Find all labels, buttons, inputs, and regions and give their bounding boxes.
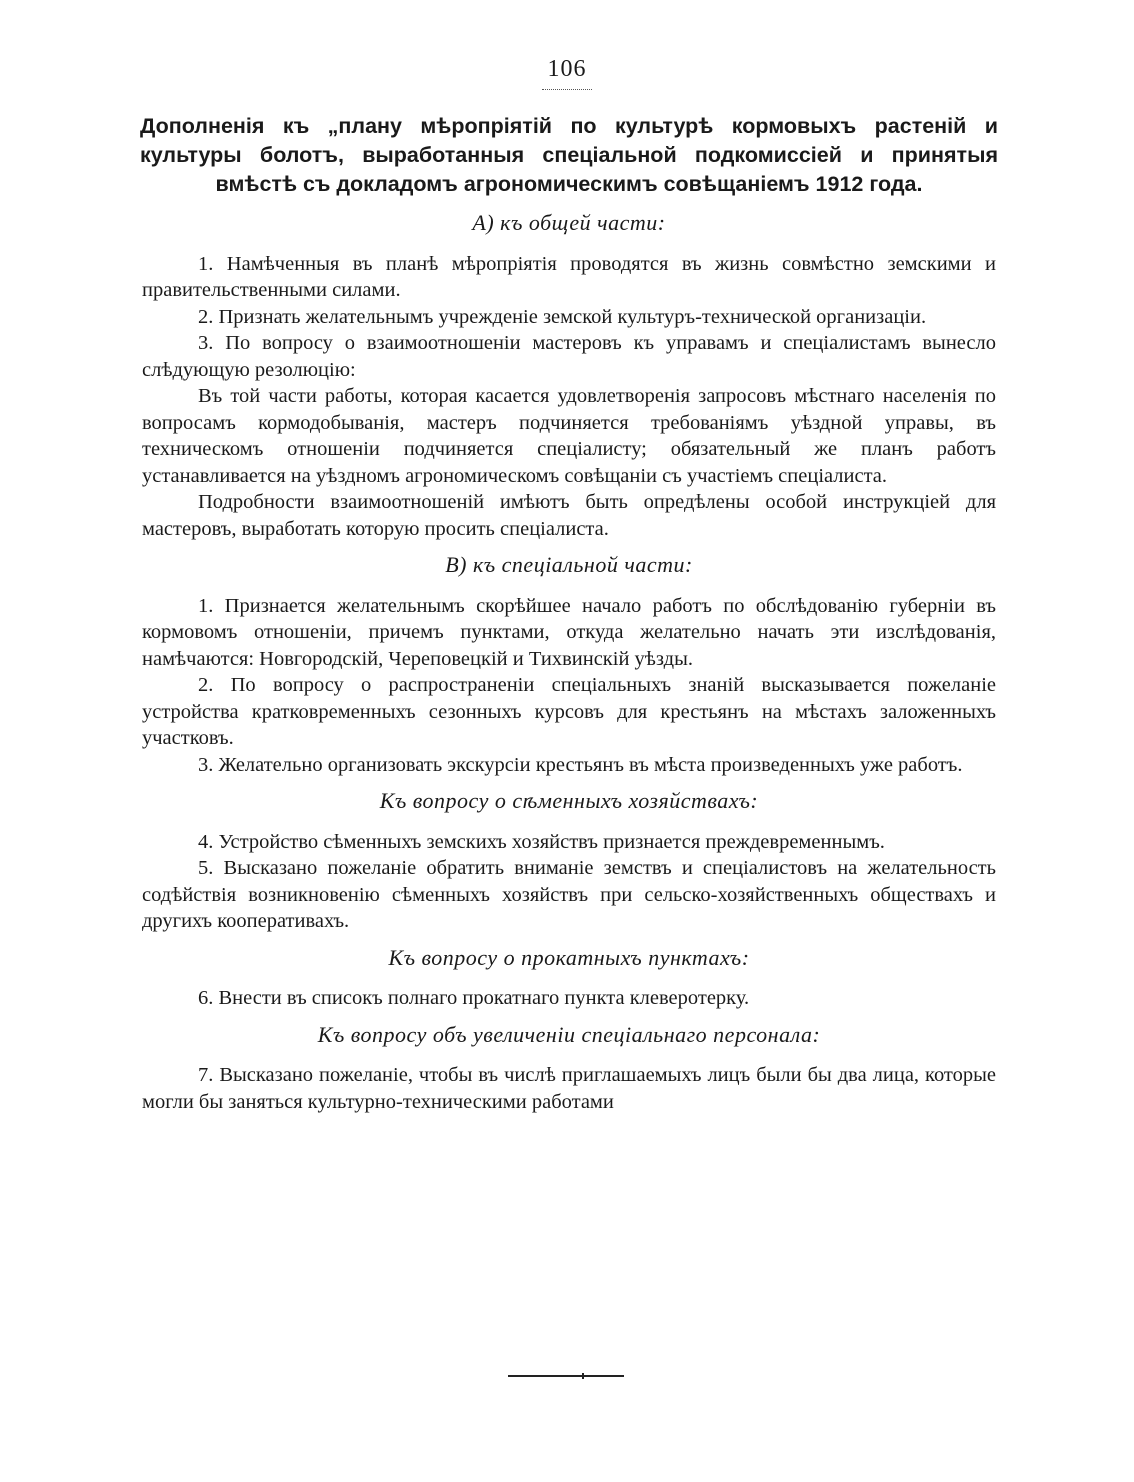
section-seed-paragraph-2: 5. Высказано пожеланіе обратить вниманіе земствъ и спеціалистовъ на желательность содѣйствія возникновенію сѣменныхъ хозяйствъ при сельско-хозяйственныхъ обществахъ и другихъ кооперативахъ. — [142, 857, 996, 932]
section-a-paragraph-4: Въ той части работы, которая касается удовлетворенія запросовъ мѣстнаго населенія по вопросамъ кормодобыванія, мастеръ подчиняется требованіямъ уѣздной управы, въ техническомъ отношеніи подчиняется спеціалисту; обязательный же планъ работъ устанавливается на уѣздномъ агрономическомъ совѣщаніи съ участіемъ спеціалиста. — [142, 385, 996, 487]
section-a-paragraph-3: 3. По вопросу о взаимоотношеніи мастеровъ къ управамъ и спеціалистамъ вынесло слѣдующую резолюцію: — [142, 332, 996, 381]
section-staff-paragraph-1: 7. Высказано пожеланіе, чтобы въ числѣ приглашаемыхъ лицъ были бы два лица, которые могли бы заняться культурно-техническими работами — [142, 1064, 996, 1113]
section-a-heading: А) къ общей части: — [472, 210, 666, 235]
section-b-heading: В) къ спеціальной части: — [445, 552, 693, 577]
section-b-paragraph-1: 1. Признается желательнымъ скорѣйшее начало работъ по обслѣдованію губерніи въ кормовомъ отношеніи, причемъ пунктами, откуда желательно начать эти изслѣдованія, намѣчаются: Новгородскій, Череповецкій и Тихвинскій уѣзды. — [142, 594, 996, 670]
document-body — [142, 208, 996, 1115]
section-a-paragraph-1: 1. Намѣченныя въ планѣ мѣропріятія проводятся въ жизнь совмѣстно земскими и правительственными силами. — [142, 252, 996, 301]
section-seed-heading: Къ вопросу о сѣменныхъ хозяйствахъ: — [379, 788, 759, 813]
section-seed-paragraph-1: 4. Устройство сѣменныхъ земскихъ хозяйствъ признается преждевременнымъ. — [198, 830, 885, 853]
section-rental-paragraph-1: 6. Внести въ списокъ полнаго прокатнаго пункта клеверотерку. — [198, 987, 750, 1009]
page-number: 106 — [547, 56, 587, 82]
footer-divider — [508, 1375, 624, 1377]
page-number-underline — [542, 89, 592, 90]
section-a-paragraph-5: Подробности взаимоотношеній имѣютъ быть опредѣлены особой инструкціей для мастеровъ, выработать которую просить спеціалиста. — [142, 491, 996, 540]
footer-divider-tick — [582, 1373, 584, 1379]
section-b-paragraph-2: 2. По вопросу о распространеніи спеціальныхъ знаній высказывается пожеланіе устройства кратковременныхъ сезонныхъ курсовъ для крестьянъ на мѣстахъ заложенныхъ участковъ. — [142, 674, 996, 749]
document-title: Дополненія къ „плану мѣропріятій по культурѣ кормовыхъ растеній и культуры болотъ, выработанныя спеціальной подкомиссіей и принятыя вмѣстѣ съ докладомъ агрономическимъ совѣщаніемъ 1912 года. — [140, 114, 998, 196]
section-b-paragraph-3: 3. Желательно организовать экскурсіи крестьянъ въ мѣста произведенныхъ уже работъ. — [198, 753, 963, 776]
section-rental-heading: Къ вопросу о прокатныхъ пунктахъ: — [388, 944, 750, 970]
section-staff-heading: Къ вопросу объ увеличеніи спеціальнаго персонала: — [317, 1021, 821, 1047]
section-a-paragraph-2: 2. Признать желательнымъ учрежденіе земской культуръ-технической организаціи. — [198, 305, 927, 328]
